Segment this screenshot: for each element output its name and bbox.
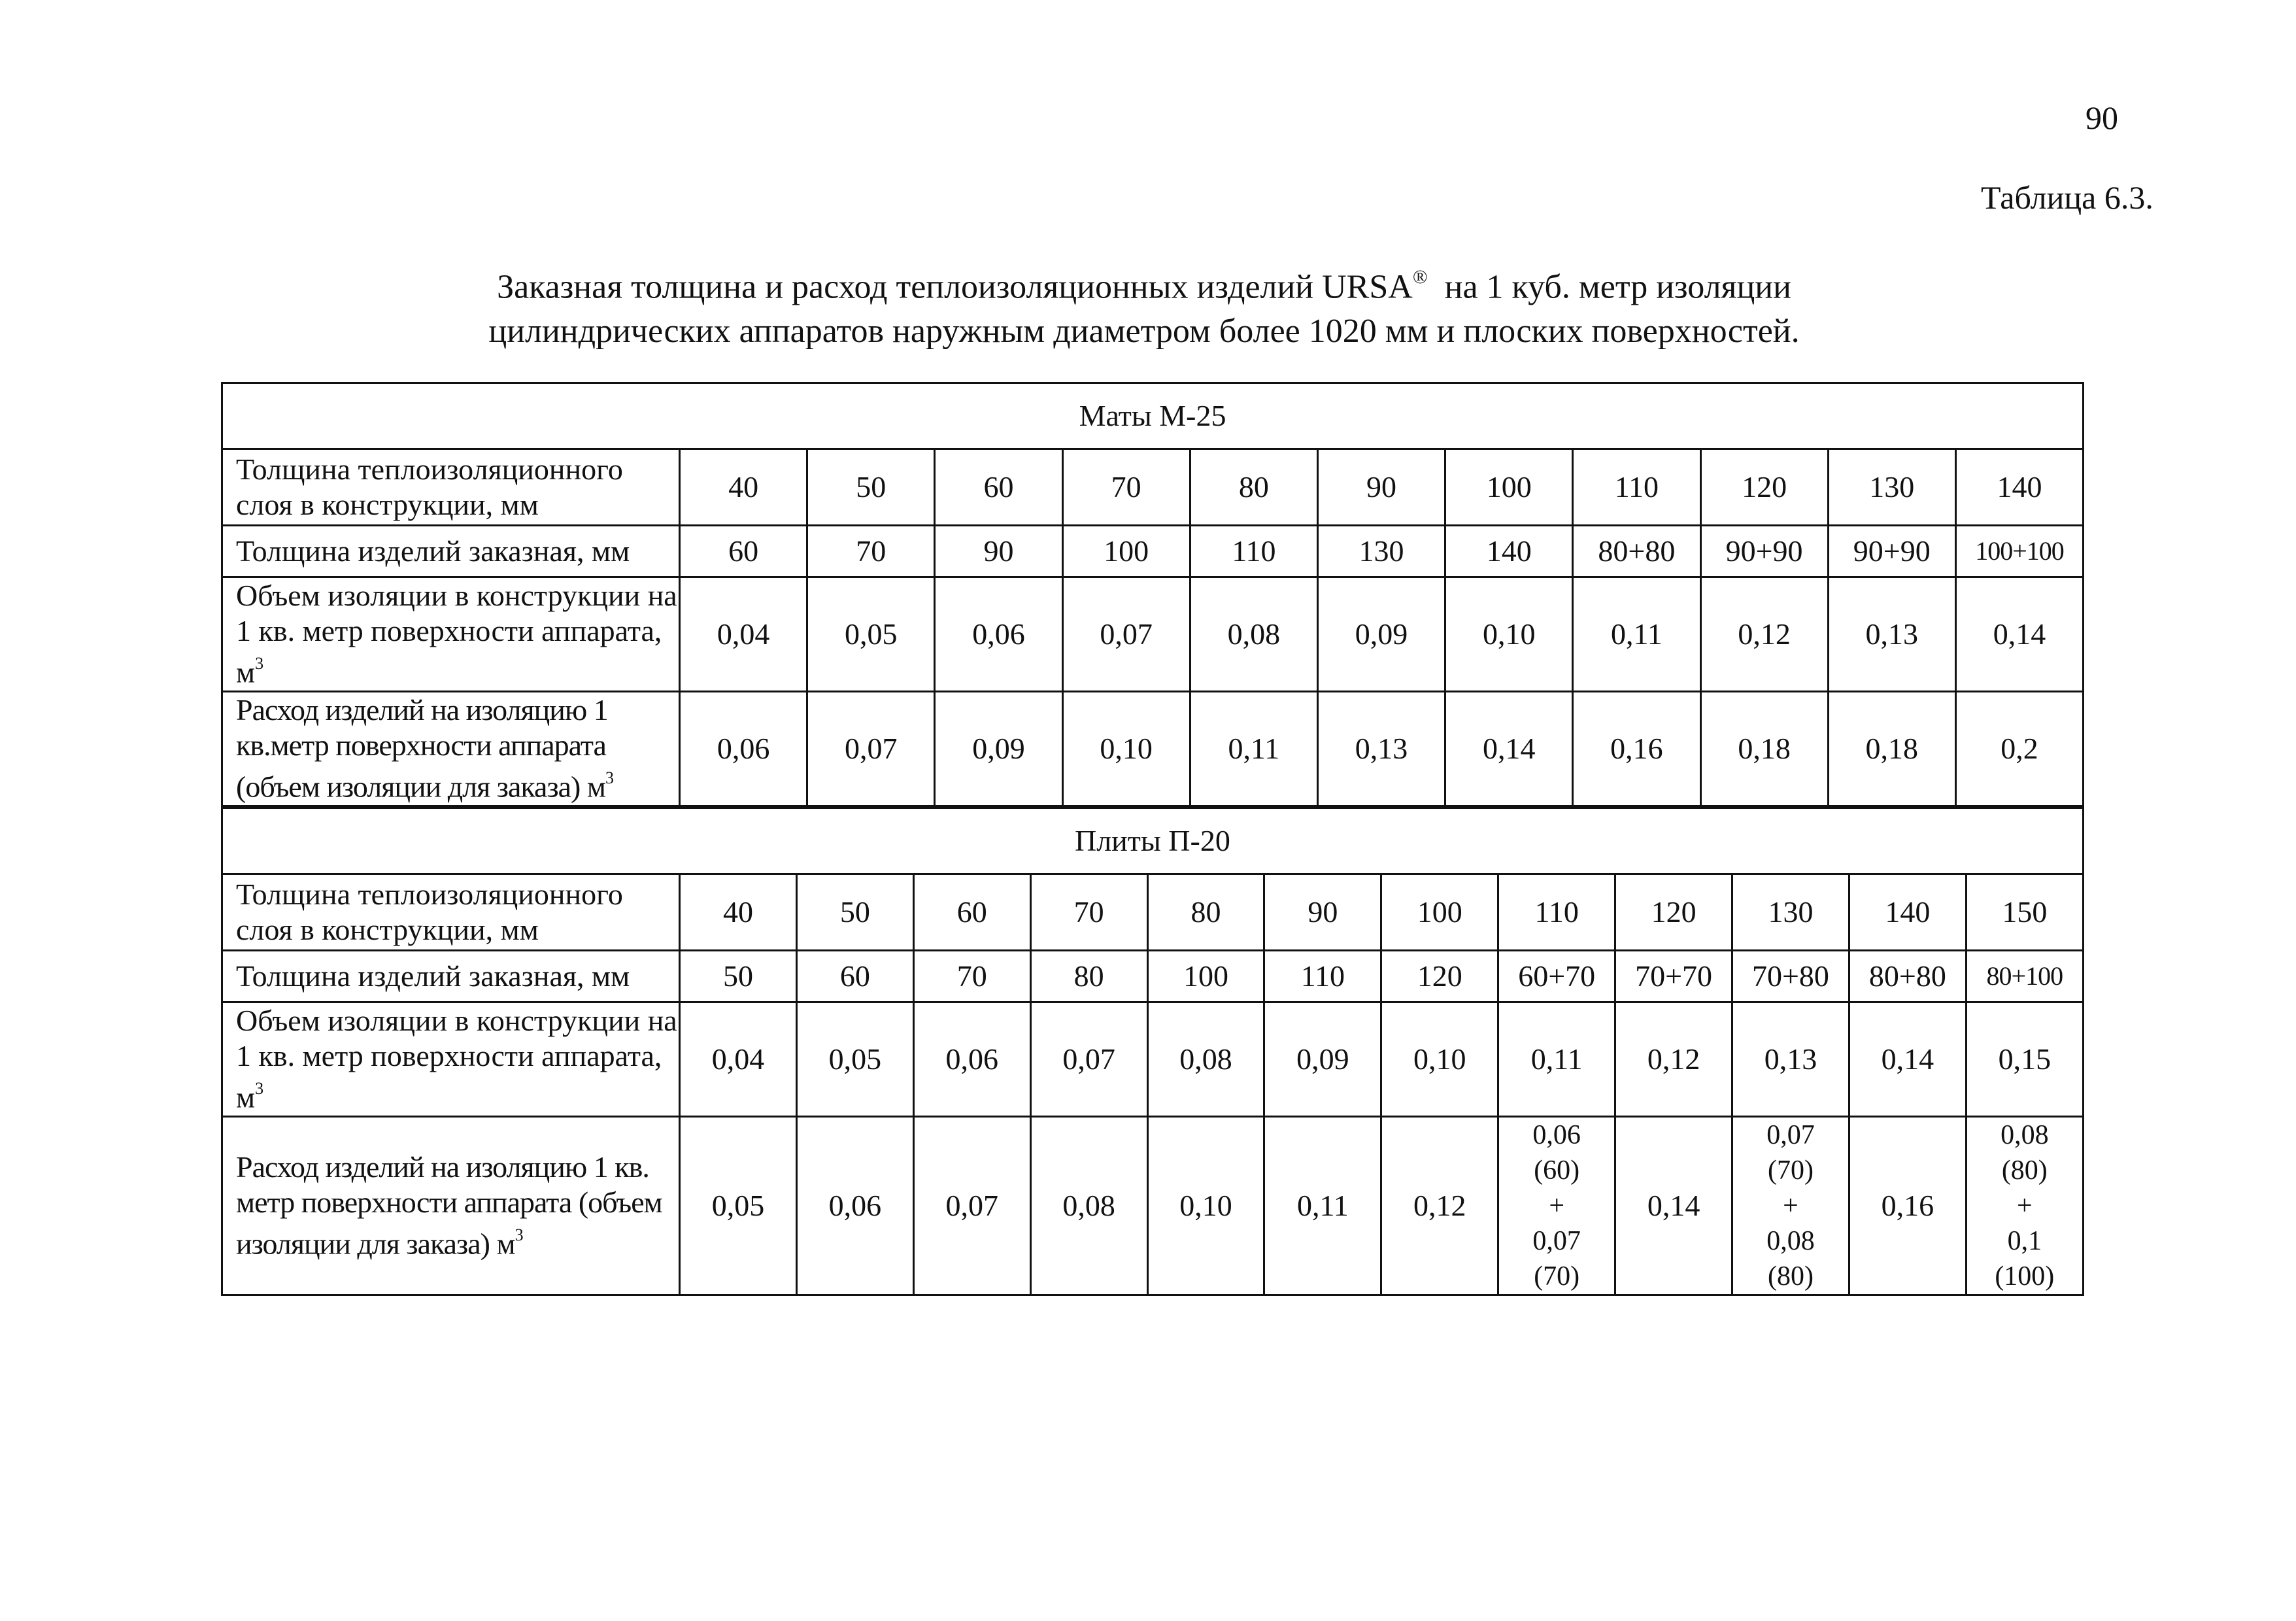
caption-line-2: цилиндрических аппаратов наружным диаметром более 1020 мм и плоских поверхностей. <box>488 313 1800 350</box>
table-cell: 0,16 <box>1573 692 1700 806</box>
table-cell: 80+80 <box>1573 526 1700 577</box>
table-cell: 80+100 <box>1966 951 2083 1002</box>
unit-superscript: 3 <box>605 768 613 788</box>
table-cell: 90+90 <box>1700 526 1828 577</box>
table-cell: 0,07 <box>1030 1002 1147 1117</box>
table-cell: 0,06 (60) + 0,07 (70) <box>1498 1117 1615 1295</box>
table-cell: 60 <box>913 874 1030 951</box>
table-cell: 0,13 <box>1732 1002 1849 1117</box>
table-cell: 70 <box>913 951 1030 1002</box>
row-label-text: Расход изделий на изоляцию 1 кв.метр поверхности аппарата (объем изоляции для заказа) м <box>236 693 608 804</box>
table-cell: 0,06 <box>913 1002 1030 1117</box>
table-cell: 140 <box>1955 449 2083 526</box>
table-cell: 0,06 <box>935 577 1062 692</box>
table-cell: 0,10 <box>1062 692 1190 806</box>
table-cell: 80 <box>1030 951 1147 1002</box>
row-label-text: Расход изделий на изоляцию 1 кв. метр поверхности аппарата (объем изоляции для заказа) м <box>236 1150 662 1261</box>
mats-row-ordered-thickness <box>222 526 2084 577</box>
page-number: 90 <box>2085 99 2118 136</box>
table-cell: 70+80 <box>1732 951 1849 1002</box>
table-cell: 0,15 <box>1966 1002 2083 1117</box>
row-label: Толщина теплоизоляционного слоя в конструкции, мм <box>222 874 680 951</box>
caption-line-1 <box>196 258 2092 309</box>
table-cell: 50 <box>680 951 797 1002</box>
table-cell: 0,14 <box>1445 692 1573 806</box>
table-cell: 0,06 <box>680 692 807 806</box>
table-cell: 0,11 <box>1190 692 1317 806</box>
table-cell: 90 <box>1264 874 1381 951</box>
table-cell: 70 <box>1062 449 1190 526</box>
table-cell: 120 <box>1700 449 1828 526</box>
row-label <box>222 692 680 806</box>
table-caption <box>196 258 2092 354</box>
table-cell: 0,04 <box>680 1002 797 1117</box>
row-label: Толщина изделий заказная, мм <box>222 526 680 577</box>
table-cell: 0,10 <box>1445 577 1573 692</box>
table-cell: 0,11 <box>1498 1002 1615 1117</box>
table-cell: 0,06 <box>796 1117 913 1295</box>
table-cell: 50 <box>807 449 935 526</box>
table-cell: 0,04 <box>680 577 807 692</box>
table-cell: 100 <box>1381 874 1498 951</box>
mats-title: Маты М-25 <box>222 383 2084 449</box>
table-cell: 0,08 <box>1147 1002 1264 1117</box>
table-cell: 130 <box>1732 874 1849 951</box>
caption-line-1-text: Заказная толщина и расход теплоизоляционных изделий URSA <box>497 268 1413 306</box>
table-cell: 0,05 <box>680 1117 797 1295</box>
table-cell: 70 <box>807 526 935 577</box>
table-cell: 0,13 <box>1828 577 1955 692</box>
table-cell: 110 <box>1498 874 1615 951</box>
table-cell: 0,14 <box>1849 1002 1966 1117</box>
table-cell: 140 <box>1445 526 1573 577</box>
table-cell: 110 <box>1573 449 1700 526</box>
table-cell: 0,11 <box>1573 577 1700 692</box>
mats-table <box>221 382 2084 807</box>
table-cell: 0,12 <box>1700 577 1828 692</box>
table-cell: 0,07 <box>807 692 935 806</box>
table-cell: 0,09 <box>1264 1002 1381 1117</box>
row-label: Толщина изделий заказная, мм <box>222 951 680 1002</box>
row-label <box>222 1117 680 1295</box>
table-cell: 130 <box>1317 526 1445 577</box>
table-cell: 90 <box>1317 449 1445 526</box>
table-cell: 0,12 <box>1615 1002 1732 1117</box>
row-label <box>222 1002 680 1117</box>
row-label-text: Объем изоляции в конструкции на 1 кв. метр поверхности аппарата, м <box>236 579 677 689</box>
table-cell: 0,09 <box>935 692 1062 806</box>
table-cell: 40 <box>680 874 797 951</box>
table-cell: 120 <box>1381 951 1498 1002</box>
registered-mark: ® <box>1412 266 1428 288</box>
table-cell: 80 <box>1190 449 1317 526</box>
table-cell: 50 <box>796 874 913 951</box>
table-cell: 120 <box>1615 874 1732 951</box>
row-label <box>222 577 680 692</box>
mats-row-volume <box>222 577 2084 692</box>
row-label-text: Объем изоляции в конструкции на 1 кв. метр поверхности аппарата, м <box>236 1004 677 1114</box>
row-label: Толщина теплоизоляционного слоя в конструкции, мм <box>222 449 680 526</box>
plates-row-consumption <box>222 1117 2084 1295</box>
table-cell: 0,07 <box>1062 577 1190 692</box>
table-cell: 0,13 <box>1317 692 1445 806</box>
table-cell: 0,12 <box>1381 1117 1498 1295</box>
table-cell: 0,10 <box>1381 1002 1498 1117</box>
table-cell: 0,14 <box>1615 1117 1732 1295</box>
table-cell: 90 <box>935 526 1062 577</box>
table-cell: 0,16 <box>1849 1117 1966 1295</box>
table-cell: 100 <box>1445 449 1573 526</box>
plates-title: Плиты П-20 <box>222 808 2084 874</box>
table-cell: 100+100 <box>1955 526 2083 577</box>
table-cell: 0,07 <box>913 1117 1030 1295</box>
plates-row-ordered-thickness <box>222 951 2084 1002</box>
table-cell: 0,08 <box>1030 1117 1147 1295</box>
unit-superscript: 3 <box>515 1225 523 1245</box>
unit-superscript: 3 <box>255 654 264 674</box>
table-cell: 60 <box>935 449 1062 526</box>
table-cell: 0,05 <box>807 577 935 692</box>
table-cell: 90+90 <box>1828 526 1955 577</box>
table-cell: 130 <box>1828 449 1955 526</box>
table-cell: 0,10 <box>1147 1117 1264 1295</box>
table-cell: 0,07 (70) + 0,08 (80) <box>1732 1117 1849 1295</box>
table-cell: 140 <box>1849 874 1966 951</box>
plates-row-layer-thickness <box>222 874 2084 951</box>
table-cell: 60+70 <box>1498 951 1615 1002</box>
table-cell: 110 <box>1190 526 1317 577</box>
table-cell: 0,18 <box>1828 692 1955 806</box>
table-cell: 0,08 (80) + 0,1 (100) <box>1966 1117 2083 1295</box>
mats-row-layer-thickness <box>222 449 2084 526</box>
table-cell: 0,08 <box>1190 577 1317 692</box>
table-cell: 0,09 <box>1317 577 1445 692</box>
table-cell: 0,05 <box>796 1002 913 1117</box>
table-label: Таблица 6.3. <box>1981 179 2153 216</box>
table-cell: 150 <box>1966 874 2083 951</box>
table-cell: 100 <box>1062 526 1190 577</box>
unit-superscript: 3 <box>255 1079 264 1099</box>
table-cell: 80+80 <box>1849 951 1966 1002</box>
table-cell: 100 <box>1147 951 1264 1002</box>
table-cell: 0,14 <box>1955 577 2083 692</box>
caption-line-1-tail: на 1 куб. метр изоляции <box>1444 268 1791 306</box>
table-cell: 80 <box>1147 874 1264 951</box>
mats-row-consumption <box>222 692 2084 806</box>
table-cell: 0,18 <box>1700 692 1828 806</box>
table-cell: 60 <box>680 526 807 577</box>
table-cell: 40 <box>680 449 807 526</box>
table-cell: 60 <box>796 951 913 1002</box>
table-cell: 70 <box>1030 874 1147 951</box>
plates-row-volume <box>222 1002 2084 1117</box>
table-cell: 110 <box>1264 951 1381 1002</box>
table-cell: 70+70 <box>1615 951 1732 1002</box>
table-cell: 0,11 <box>1264 1117 1381 1295</box>
plates-table <box>221 807 2084 1296</box>
table-cell: 0,2 <box>1955 692 2083 806</box>
